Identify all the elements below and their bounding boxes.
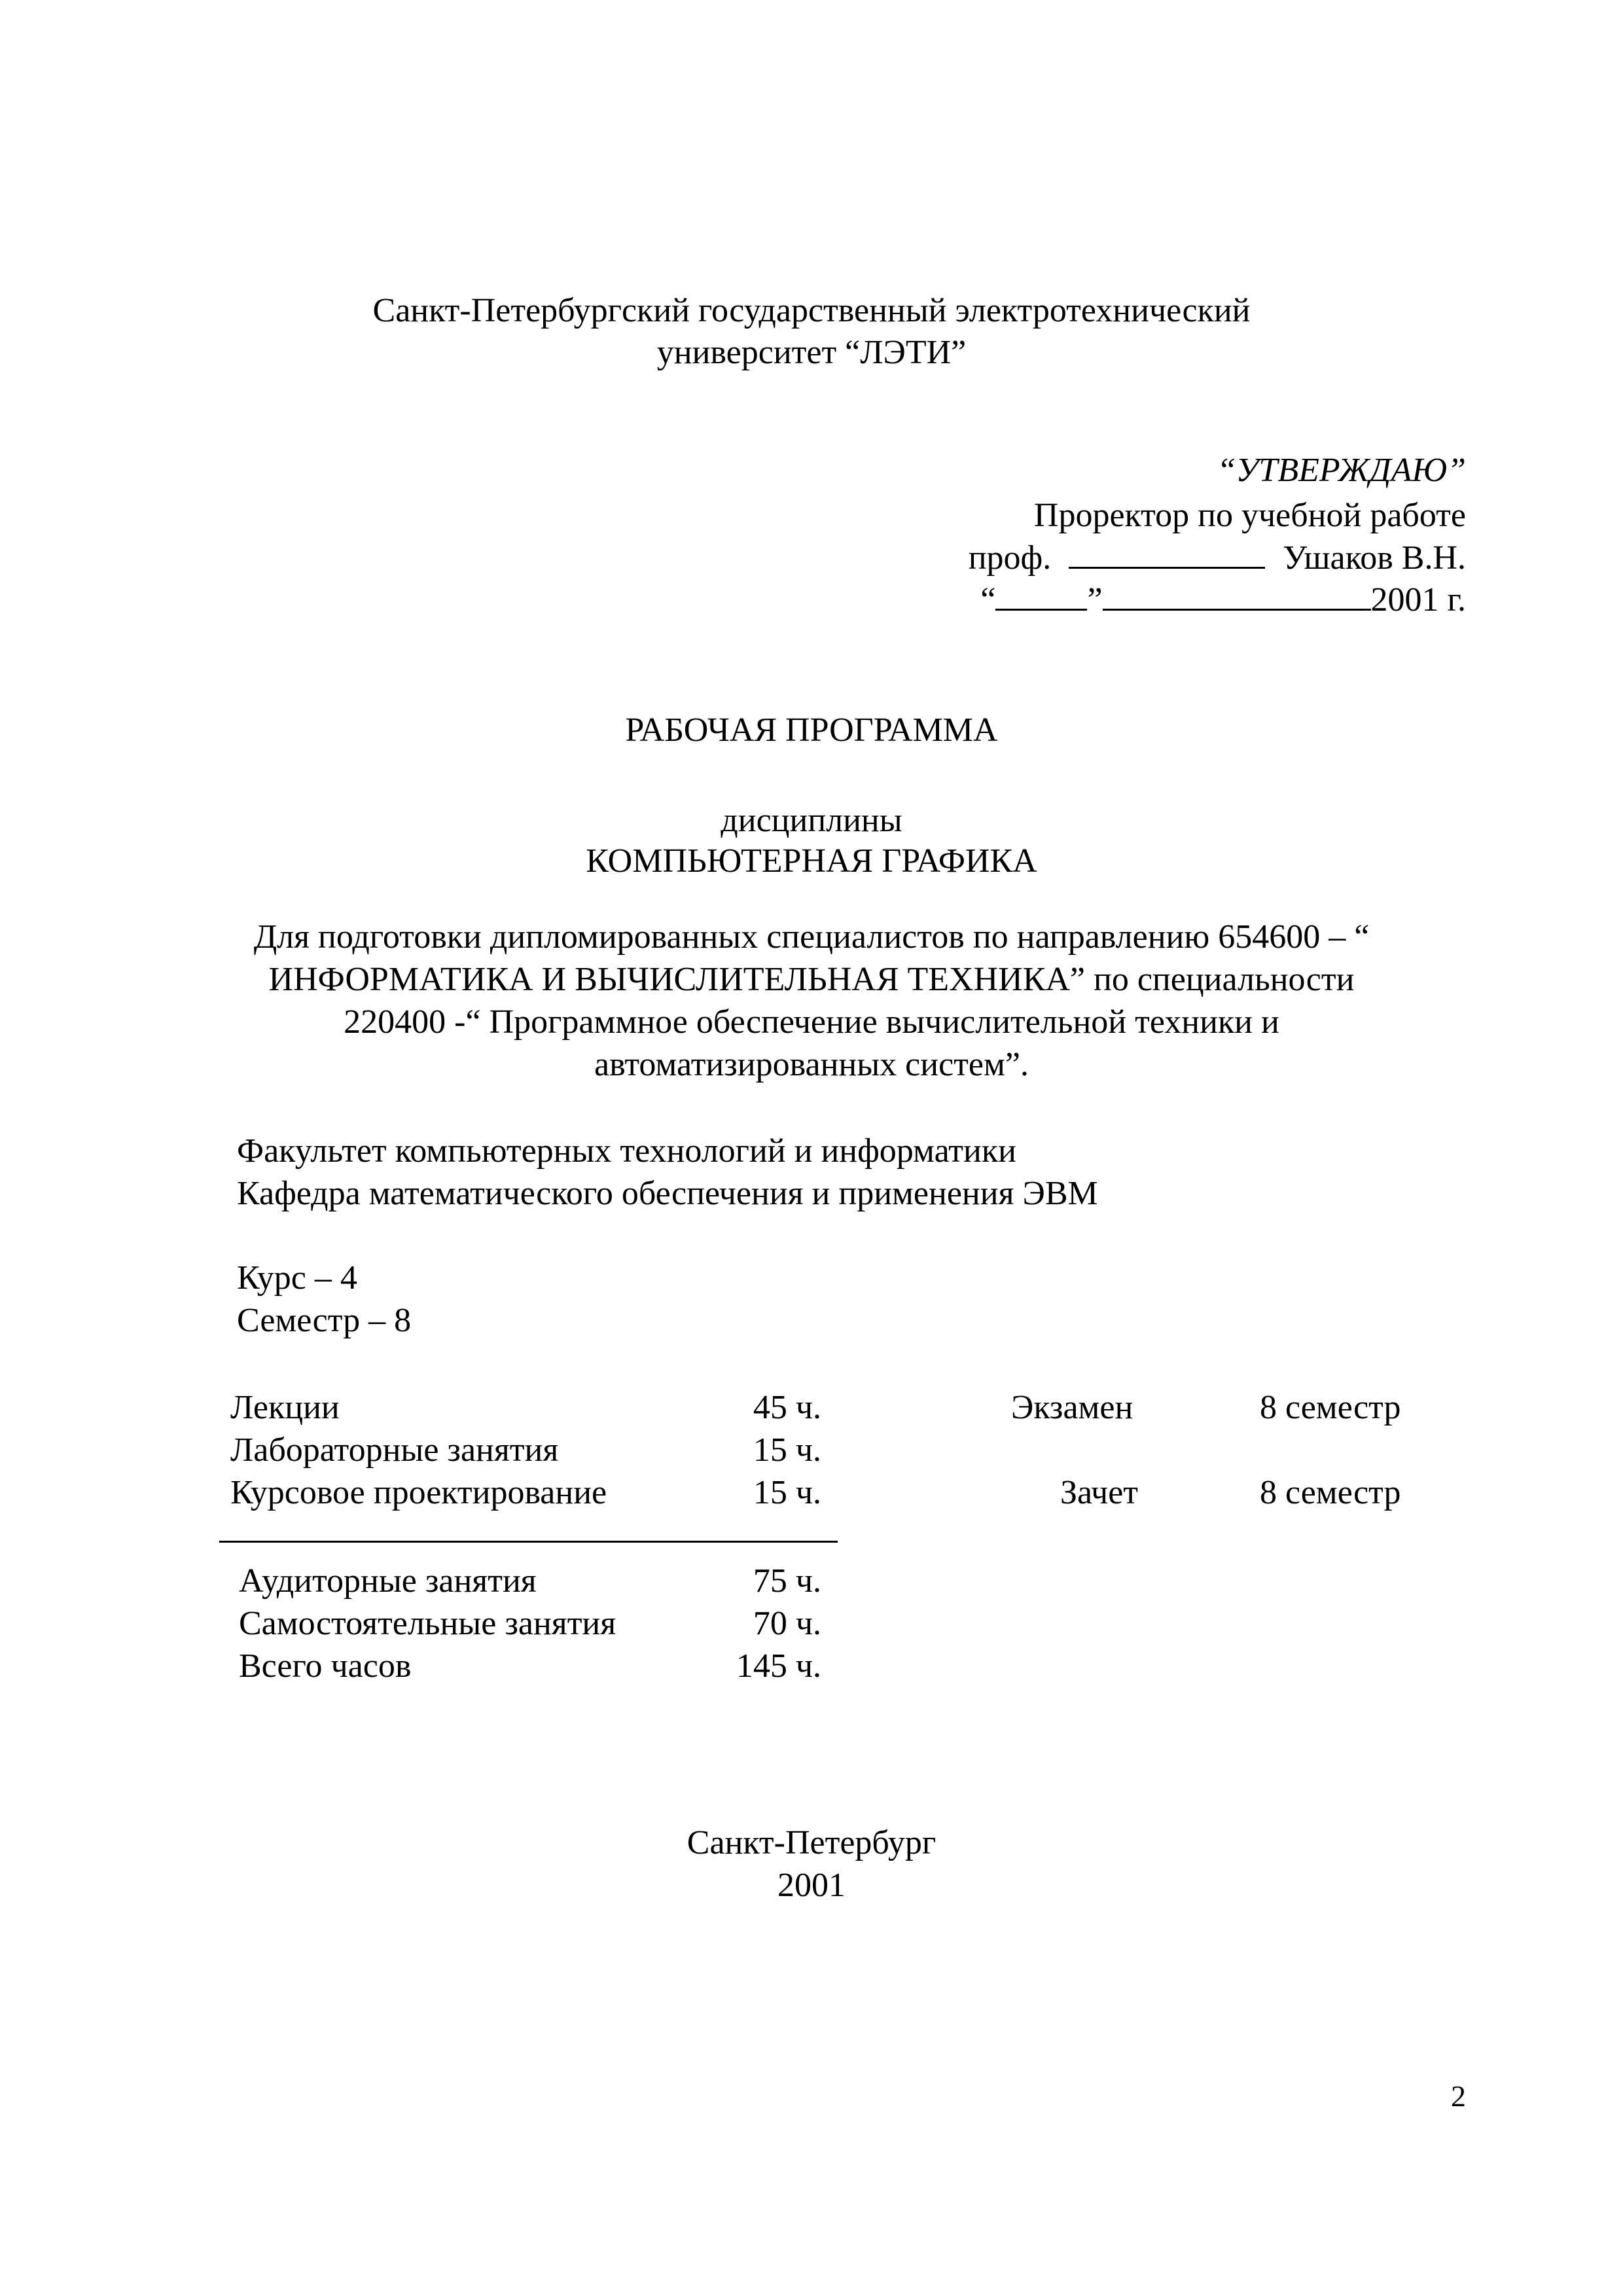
date-open-quote: “ (980, 581, 996, 619)
approval-signature-line (969, 538, 1466, 579)
approval-position: Проректор по учебной работе (1033, 497, 1466, 534)
assessment-type: Экзамен (1011, 1389, 1133, 1426)
purpose-line-2: ИНФОРМАТИКА И ВЫЧИСЛИТЕЛЬНАЯ ТЕХНИКА” по специальности (268, 961, 1355, 998)
document-title: РАБОЧАЯ ПРОГРАММА (625, 711, 998, 749)
university-line-2: университет “ЛЭТИ” (656, 334, 967, 371)
totals-value: 75 ч. (753, 1562, 821, 1600)
hours-label: Курсовое проектирование (230, 1474, 607, 1511)
assessment-semester: 8 семестр (1260, 1389, 1401, 1426)
purpose-line-3: 220400 -“ Программное обеспечение вычислительной техники и (344, 1003, 1279, 1041)
approval-year: 2001 г. (1370, 581, 1466, 619)
purpose-line-4: автоматизированных систем”. (594, 1046, 1029, 1083)
totals-label: Аудиторные занятия (239, 1562, 537, 1600)
totals-value: 145 ч. (736, 1647, 821, 1685)
assessment-type: Зачет (1060, 1474, 1139, 1511)
course: Курс – 4 (237, 1259, 357, 1297)
signature-blank (1069, 538, 1265, 569)
discipline-label: дисциплины (721, 802, 902, 839)
semester: Семестр – 8 (237, 1302, 412, 1339)
totals-divider (219, 1541, 838, 1543)
page-number: 2 (1451, 2079, 1466, 2113)
hours-label: Лекции (230, 1389, 340, 1426)
footer-year: 2001 (777, 1867, 846, 1904)
approval-title: “УТВЕРЖДАЮ” (1217, 452, 1466, 489)
discipline-name: КОМПЬЮТЕРНАЯ ГРАФИКА (586, 842, 1037, 880)
approval-rank: проф. (968, 539, 1052, 577)
faculty: Факультет компьютерных технологий и информатики (237, 1132, 1016, 1170)
totals-label: Всего часов (239, 1647, 412, 1685)
hours-value: 15 ч. (753, 1431, 821, 1469)
university-line-1: Санкт-Петербургский государственный электротехнический (372, 292, 1251, 329)
footer-city: Санкт-Петербург (687, 1824, 936, 1861)
date-close-quote: ” (1087, 581, 1103, 619)
totals-label: Самостоятельные занятия (239, 1605, 616, 1642)
purpose-line-1: Для подготовки дипломированных специалистов по направлению 654600 – “ (253, 918, 1370, 956)
totals-value: 70 ч. (753, 1605, 821, 1642)
assessment-semester: 8 семестр (1260, 1474, 1401, 1511)
month-blank (1103, 580, 1371, 611)
hours-value: 15 ч. (753, 1474, 821, 1511)
approval-date-line (980, 580, 1466, 620)
hours-label: Лабораторные занятия (230, 1431, 559, 1469)
hours-value: 45 ч. (753, 1389, 821, 1426)
department: Кафедра математического обеспечения и применения ЭВМ (237, 1175, 1098, 1212)
day-blank (995, 580, 1087, 611)
approval-signatory: Ушаков В.Н. (1283, 539, 1466, 577)
